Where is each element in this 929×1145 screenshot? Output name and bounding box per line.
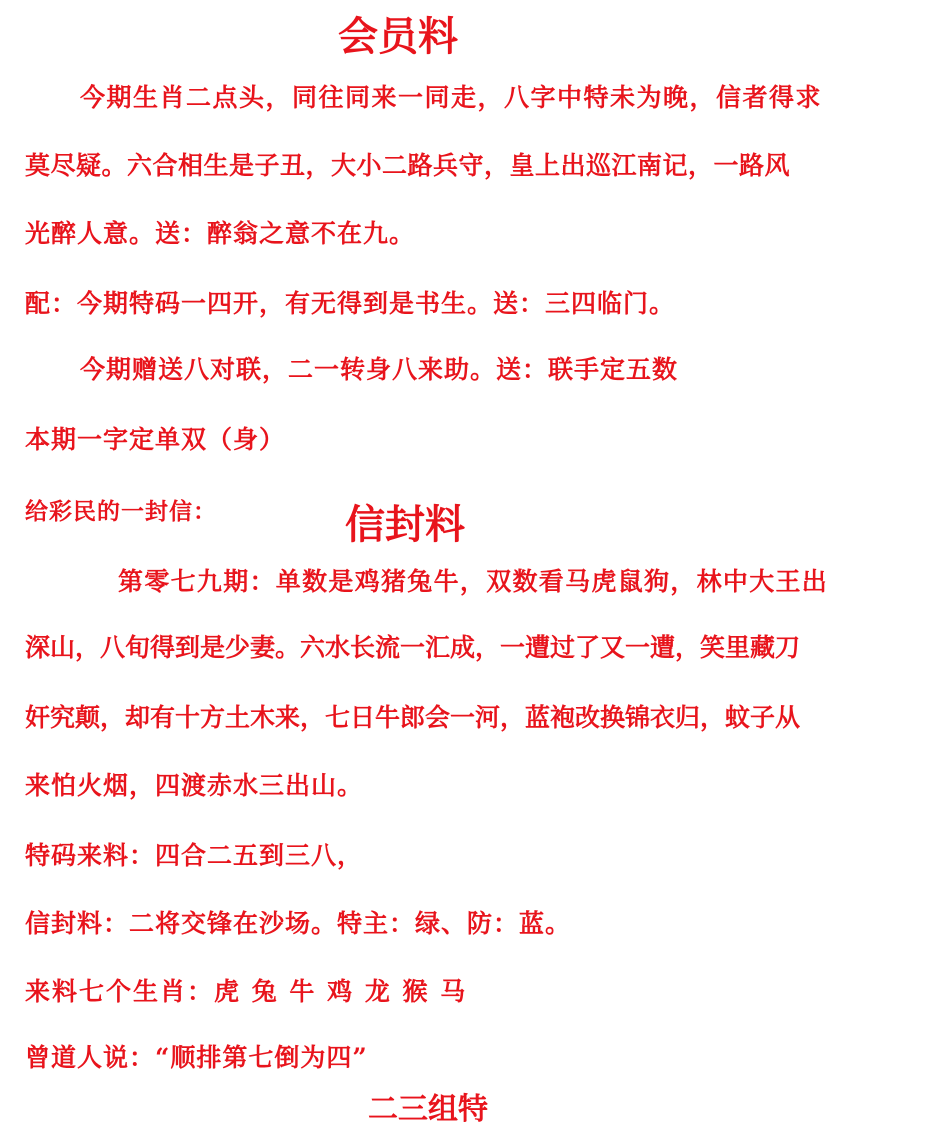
envelope-paragraph-line-1: 第零七九期：单数是鸡猪兔牛，双数看马虎鼠狗，林中大王出 <box>118 567 829 596</box>
letter-label: 给彩民的一封信： <box>25 498 217 525</box>
couplet-line: 今期赠送八对联，二一转身八来助。送：联手定五数 <box>80 355 679 384</box>
envelope-material-line: 信封料：二将交锋在沙场。特主：绿、防：蓝。 <box>25 909 572 938</box>
envelope-title: 信封料 <box>345 501 465 548</box>
member-title: 会员料 <box>338 13 458 60</box>
member-paragraph-line-2: 莫尽疑。六合相生是子丑，大小二路兵守，皇上出巡江南记，一路风 <box>25 151 791 180</box>
pei-line: 配：今期特码一四开，有无得到是书生。送：三四临门。 <box>25 289 676 318</box>
daoist-line: 曾道人说：“顺排第七倒为四” <box>25 1043 368 1072</box>
member-paragraph-line-1: 今期生肖二点头，同往同来一同走，八字中特未为晚，信者得求 <box>80 83 823 112</box>
envelope-paragraph-line-2: 深山，八旬得到是少妻。六水长流一汇成，一遭过了又一遭，笑里藏刀 <box>25 633 801 662</box>
single-double-line: 本期一字定单双（身） <box>25 425 286 454</box>
envelope-paragraph-line-4: 来怕火烟，四渡赤水三出山。 <box>25 771 364 800</box>
member-paragraph-line-3: 光醉人意。送：醉翁之意不在九。 <box>25 219 416 248</box>
special-code-line: 特码来料：四合二五到三八， <box>25 841 364 870</box>
bottom-title: 二三组特 <box>368 1092 488 1127</box>
zodiac-line: 来料七个生肖：虎 兔 牛 鸡 龙 猴 马 <box>25 977 468 1006</box>
envelope-paragraph-line-3: 奸究颠，却有十方土木来，七日牛郎会一河，蓝袍改换锦衣归，蚊子从 <box>25 703 801 732</box>
